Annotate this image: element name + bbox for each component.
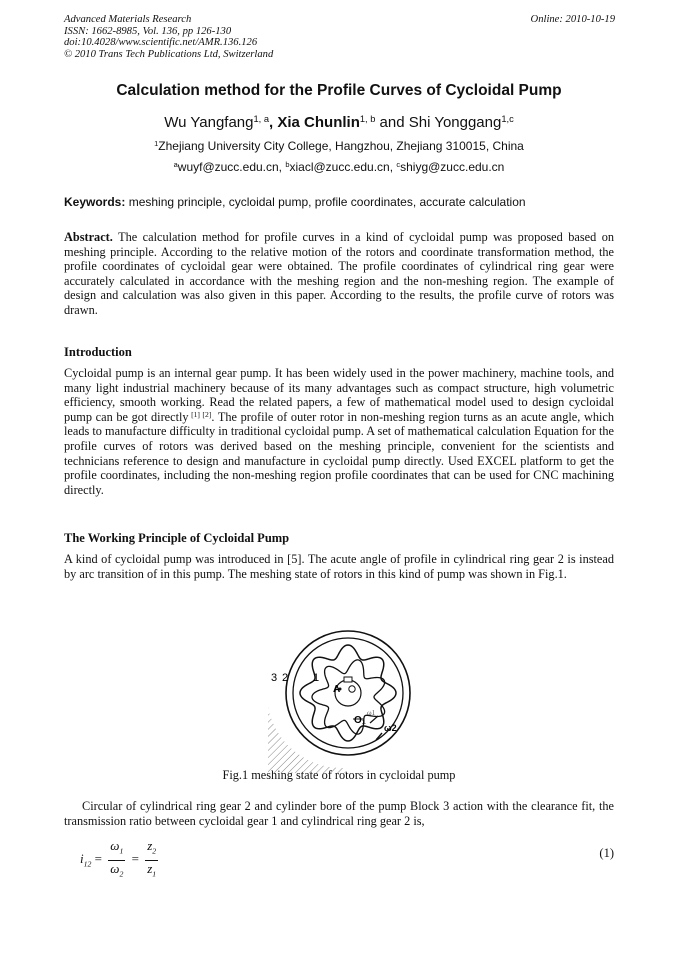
equation-number: (1) — [599, 846, 614, 860]
working-text: A kind of cycloidal pump was introduced in [5]. The acute angle of profile in cylindrical ring gear 2 is instead by arc transition of in this pump. The meshing state of rotors in this kind of pump was shown in Fig.1. — [64, 552, 614, 581]
cycloidal-pump-diagram — [268, 623, 418, 773]
figure-caption: Fig.1 meshing state of rotors in cycloidal pump — [222, 768, 456, 782]
email-b-sup: b — [285, 159, 290, 169]
email-b[interactable]: xiacl@zucc.edu.cn, — [289, 160, 397, 174]
intro-text-after: . The profile of outer rotor in non-meshing region turns as an acute angle, which leads to manufacture difficulty in traditional cycloidal pump. A set of mathematical calculation Equation for the profile curves of rotors was derived based on the meshing principle, convenient for the scientists and technicians reference to design and manufacture in cycloidal pump directly. Used EXCEL platform to get the profile coordinates, including the non-meshing region profile coordinates that can be used for CNC machining directly. — [64, 409, 614, 497]
intro-text-before: Cycloidal pump is an internal gear pump. It has been widely used in the power machinery, machine tools, and many light industrial machinery because of its many advantages such as compact structure, high volumetric efficiency, smooth working. Read the related papers, a few of mathematical model used to design cycloidal pump can be got directly — [64, 366, 614, 424]
label-2: 2 — [282, 672, 289, 684]
author-2-sup: 1, b — [359, 113, 376, 124]
keyway — [344, 677, 352, 682]
author-1-sup: 1, a — [253, 113, 270, 124]
affiliation — [0, 139, 678, 153]
eq-n1-sub: 1 — [119, 846, 124, 856]
cycloidal-gear-profile — [312, 660, 385, 734]
abstract — [64, 230, 614, 318]
author-3: and Shi Yonggang — [375, 114, 502, 131]
eq-frac-omega — [108, 838, 125, 882]
figure-1 — [268, 623, 418, 773]
affiliation-text: Zhejiang University City College, Hangzhou, Zhejiang 310015, China — [158, 139, 524, 153]
journal-name: Advanced Materials Research — [64, 14, 192, 25]
pump-block-outer — [286, 631, 410, 755]
label-a: A — [333, 684, 341, 695]
online-date: Online: 2010-10-19 — [530, 14, 615, 25]
body-text: Circular of cylindrical ring gear 2 and cylinder bore of the pump Block 3 action with the clearance fit, the transmission ratio between cycloidal gear 1 and cylindrical ring gear 2 is, — [64, 799, 614, 828]
issn-line: ISSN: 1662-8985, Vol. 136, pp 126-130 — [64, 25, 232, 37]
eq-d1: ω — [110, 860, 120, 876]
omega1-arrow — [370, 716, 378, 723]
label-1: 1 — [313, 672, 320, 684]
abstract-text: The calculation method for profile curves in a kind of cycloidal pump was proposed based on meshing principle. According to the relative motion of the rotors and coordinate transformation method, the profile coordinates of cycloidal gear were obtained. The profile coordinates of cylindrical ring gear were accurately calculated in accordance with the meshing region and the non-meshing region. The example of design and calculation was also given in this paper. According to the results, the profile curve of rotors was drawn. — [64, 230, 614, 317]
eq-d2-sub: 1 — [152, 869, 157, 879]
author-1: Wu Yangfang — [164, 114, 254, 131]
eq-lhs: i — [80, 851, 84, 867]
working-heading: The Working Principle of Cycloidal Pump — [64, 531, 290, 545]
label-omega1: ω1 — [367, 709, 376, 717]
email-a-sup: a — [173, 159, 178, 169]
author-3-sup: 1,c — [501, 113, 514, 124]
email-c-sup: c — [396, 159, 401, 169]
keywords-label: Keywords: — [64, 195, 126, 209]
eq-n2-sub: 2 — [152, 846, 157, 856]
email-line — [0, 160, 678, 174]
equation-1: $i_{12}$ = $\frac{\omega_1}{\omega_2}$ = $\frac{z_2}{z_1}$ — [80, 838, 161, 882]
label-omega2: ω2 — [384, 723, 397, 733]
author-2: , Xia Chunlin — [269, 114, 360, 131]
eq-lhs-sub: 12 — [83, 859, 92, 869]
eq-d2: z — [147, 860, 153, 876]
intro-refs[interactable]: [1] [2] — [188, 409, 212, 419]
affiliation-sup: 1 — [154, 138, 159, 148]
author-line — [0, 114, 678, 131]
paper-title: Calculation method for the Profile Curves of Cycloidal Pump — [116, 82, 562, 99]
center-o — [349, 686, 355, 692]
eq-d1-sub: 2 — [119, 869, 124, 879]
introduction-heading: Introduction — [64, 345, 132, 359]
email-a[interactable]: wuyf@zucc.edu.cn, — [177, 160, 286, 174]
eq-frac-z — [145, 838, 158, 882]
running-header — [64, 14, 273, 60]
label-3: 3 — [271, 672, 278, 684]
copyright-line: © 2010 Trans Tech Publications Ltd, Switzerland — [64, 48, 274, 60]
keywords-text: meshing principle, cycloidal pump, profile coordinates, accurate calculation — [125, 195, 526, 209]
eq-n1: ω — [110, 838, 120, 853]
abstract-label: Abstract. — [64, 230, 113, 244]
introduction-text — [64, 366, 614, 497]
doi-line: doi:10.4028/www.scientific.net/AMR.136.126 — [64, 37, 258, 48]
eq-n2: z — [147, 838, 153, 853]
label-o1: O₁ — [354, 715, 366, 726]
keywords — [64, 195, 526, 209]
email-c[interactable]: shiyg@zucc.edu.cn — [400, 160, 505, 174]
